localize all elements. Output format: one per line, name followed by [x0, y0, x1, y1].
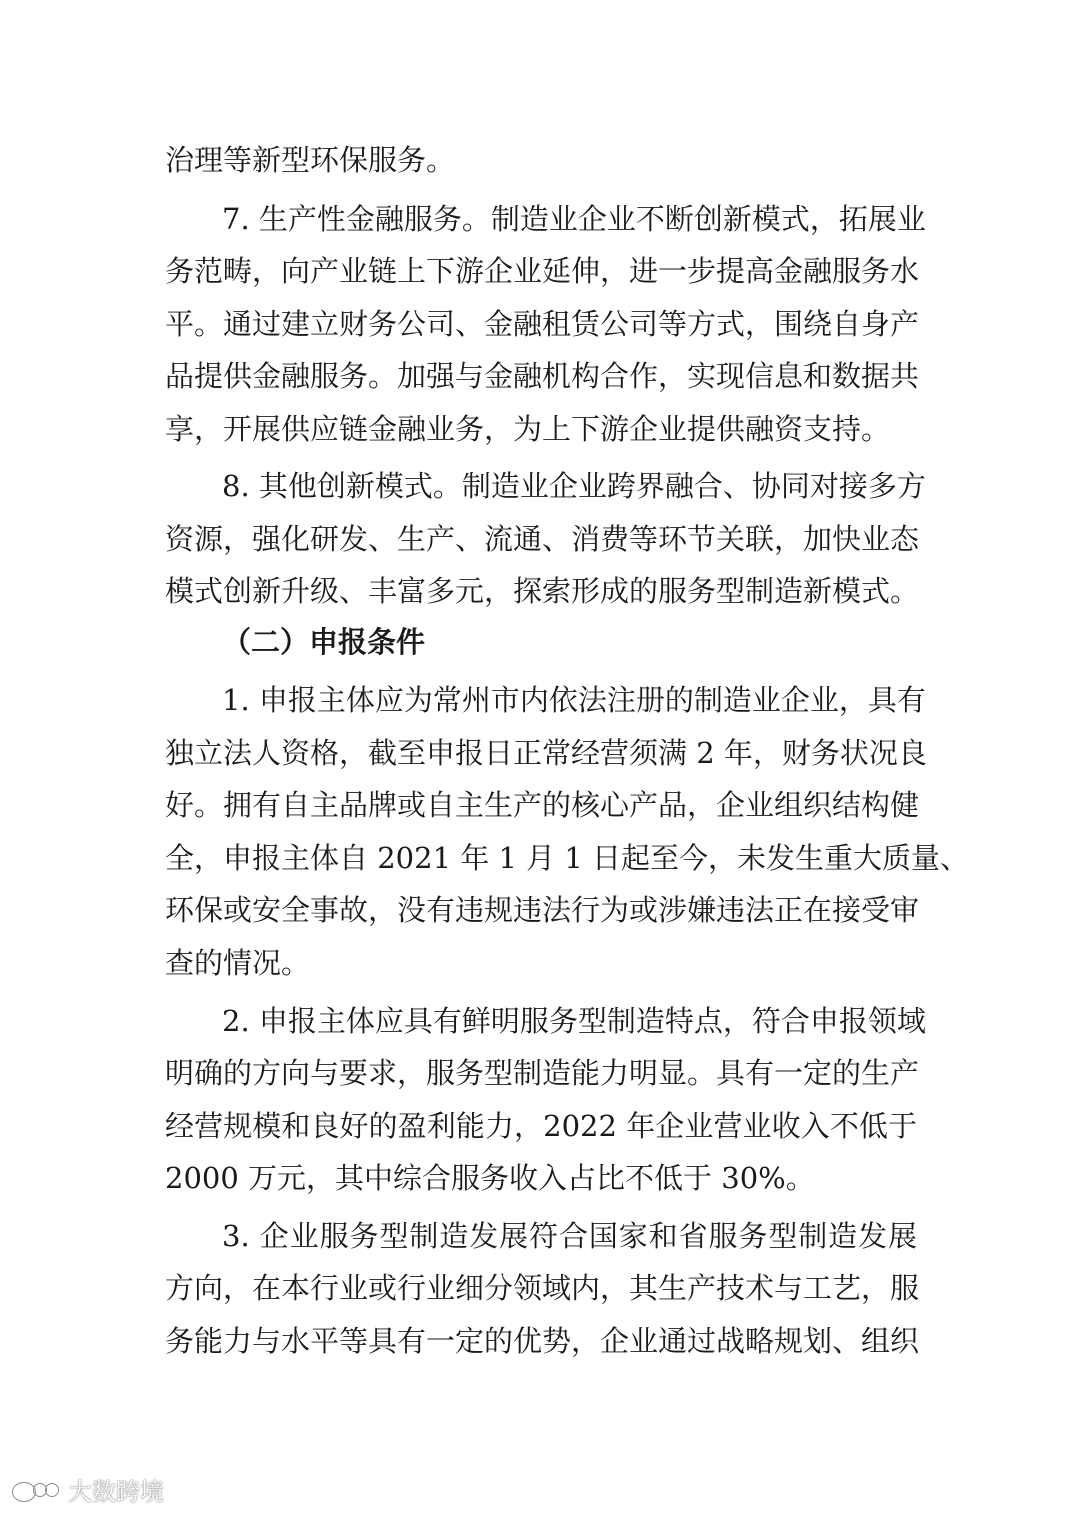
text-line: 环保或安全事故，没有违规违法行为或涉嫌违法正在接受审 — [165, 893, 920, 927]
text-line: 8. 其他创新模式。制造业企业跨界融合、协同对接多方 — [222, 469, 926, 503]
text-line: 2000 万元，其中综合服务收入占比不低于 30%。 — [165, 1161, 815, 1195]
text-line: 品提供金融服务。加强与金融机构合作，实现信息和数据共 — [165, 359, 920, 393]
text-line: 务范畴，向产业链上下游企业延伸，进一步提高金融服务水 — [165, 254, 920, 288]
watermark — [10, 1472, 164, 1507]
text-line: 方向，在本行业或行业细分领域内，其生产技术与工艺，服 — [165, 1271, 920, 1305]
text-line: 模式创新升级、丰富多元，探索形成的服务型制造新模式。 — [165, 574, 920, 608]
text-line: 独立法人资格，截至申报日正常经营须满 2 年，财务状况良 — [165, 736, 927, 770]
text-line: 2. 申报主体应具有鲜明服务型制造特点，符合申报领域 — [222, 1004, 926, 1038]
text-line: 资源，强化研发、生产、流通、消费等环节关联，加快业态 — [165, 522, 920, 556]
weibo-like-logo-icon — [10, 1477, 62, 1503]
text-line: 好。拥有自主品牌或自主生产的核心产品，企业组织结构健 — [165, 788, 920, 822]
text-line: 1. 申报主体应为常州市内依法注册的制造业企业，具有 — [222, 683, 926, 717]
text-line: 治理等新型环保服务。 — [165, 143, 456, 177]
section-heading: （二）申报条件 — [222, 625, 426, 659]
text-line: 3. 企业服务型制造发展符合国家和省服务型制造发展 — [222, 1219, 917, 1253]
text-line: 明确的方向与要求，服务型制造能力明显。具有一定的生产 — [165, 1056, 920, 1090]
text-line: 全，申报主体自 2021 年 1 月 1 日起至今，未发生重大质量、 — [165, 841, 970, 875]
watermark-text: 大数跨境 — [68, 1478, 164, 1506]
text-line: 查的情况。 — [165, 946, 311, 980]
text-line: 经营规模和良好的盈利能力，2022 年企业营业收入不低于 — [165, 1109, 917, 1143]
text-line: 务能力与水平等具有一定的优势，企业通过战略规划、组织 — [165, 1324, 920, 1358]
text-line: 享，开展供应链金融业务，为上下游企业提供融资支持。 — [165, 412, 891, 446]
text-line: 7. 生产性金融服务。制造业企业不断创新模式，拓展业 — [222, 202, 926, 236]
text-line: 平。通过建立财务公司、金融租赁公司等方式，围绕自身产 — [165, 307, 920, 341]
